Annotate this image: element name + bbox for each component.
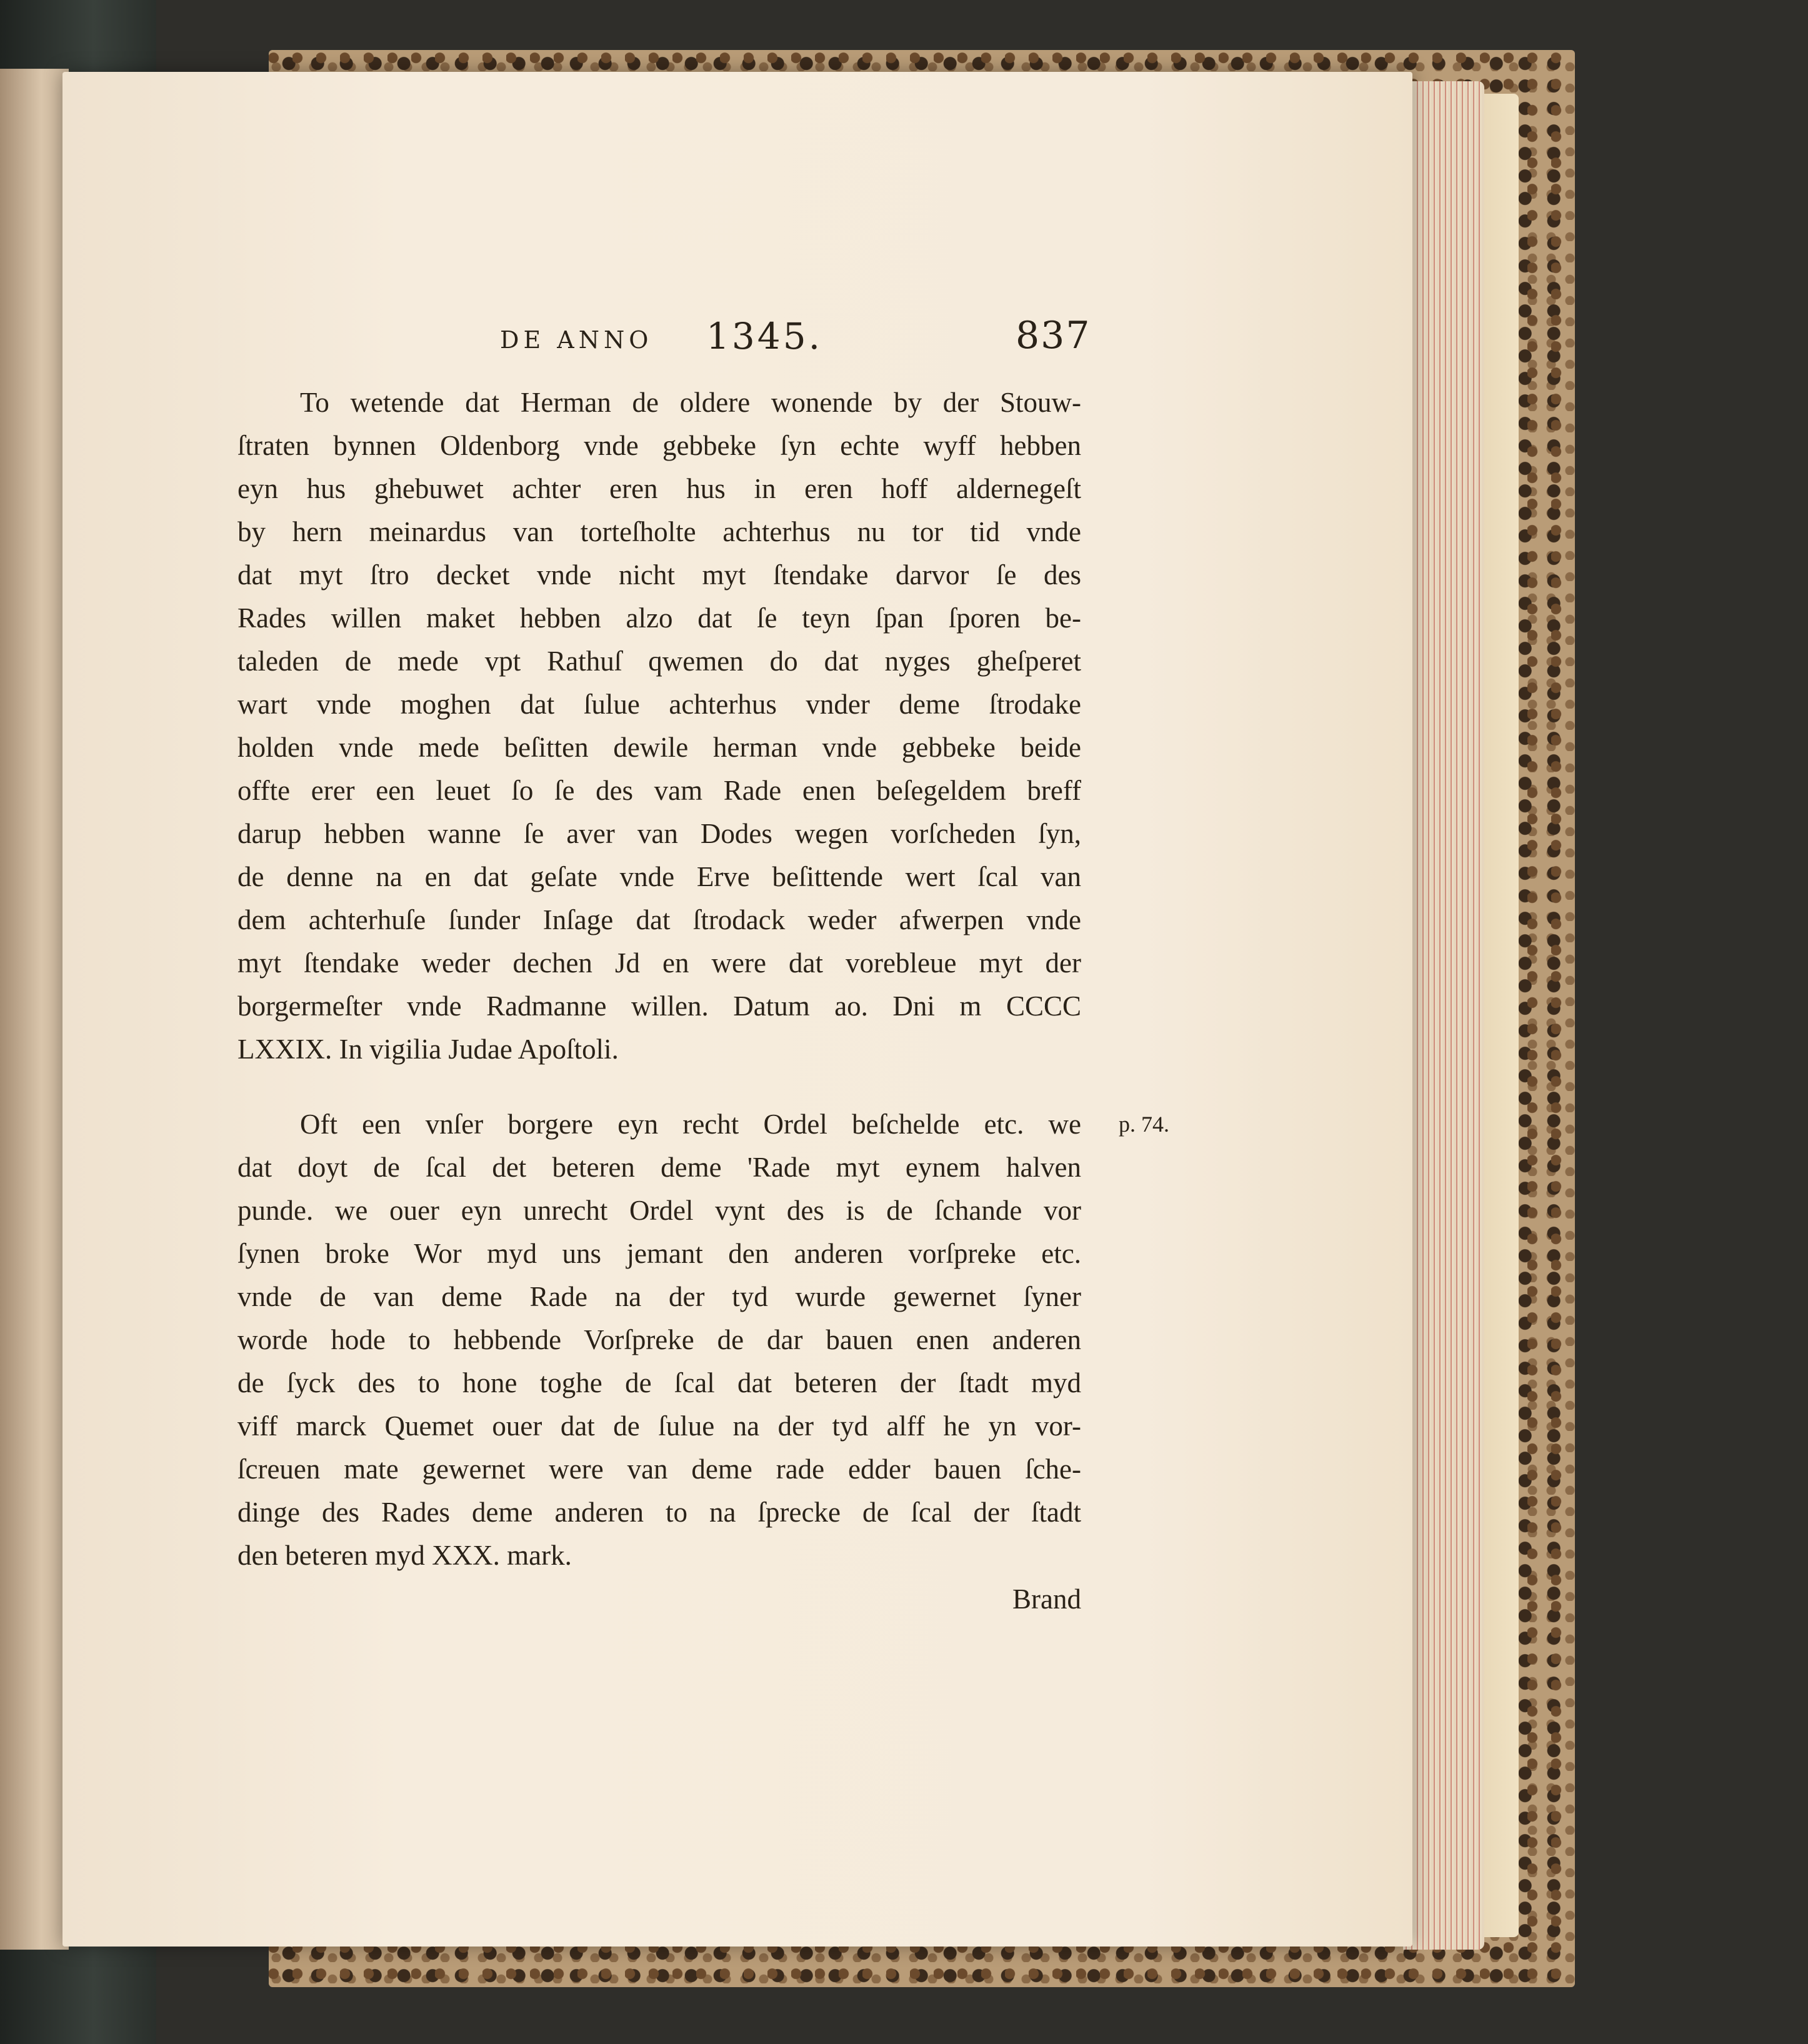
catchword: Brand xyxy=(1012,1583,1081,1615)
text-line: wart vnde moghen dat ſulue achterhus vnder deme ſtrodake xyxy=(237,689,1081,720)
margin-note: p. 74. xyxy=(1119,1112,1169,1137)
text-line: Rades willen maket hebben alzo dat ſe teyn ſpan ſporen be- xyxy=(237,602,1081,634)
text-line: dat doyt de ſcal det beteren deme 'Rade myt eynem halven xyxy=(237,1152,1081,1183)
text-line: offte erer een leuet ſo ſe des vam Rade enen beſegeldem breff xyxy=(237,775,1081,806)
text-line: ſcreuen mate gewernet were van deme rade edder bauen ſche- xyxy=(237,1453,1081,1485)
text-line: vnde de van deme Rade na der tyd wurde gewernet ſyner xyxy=(237,1281,1081,1312)
text-line: holden vnde mede beſitten dewile herman vnde gebbeke beide xyxy=(237,732,1081,763)
running-head-year: 1345. xyxy=(706,315,823,357)
text-line: de ſyck des to hone toghe de ſcal dat beteren der ſtadt myd xyxy=(237,1367,1081,1398)
text-line: taleden de mede vpt Rathuſ qwemen do dat nyges gheſperet xyxy=(237,646,1081,677)
text-line: by hern meinardus van torteſholte achterhus nu tor tid vnde xyxy=(237,516,1081,547)
text-line: myt ſtendake weder dechen Jd en were dat vorebleue myt der xyxy=(237,947,1081,979)
text-line: dem achterhuſe ſunder Inſage dat ſtrodack weder afwerpen vnde xyxy=(237,904,1081,935)
text-line: LXXIX. In vigilia Judae Apoſtoli. xyxy=(237,1034,619,1065)
page-block-edges xyxy=(1403,81,1484,1950)
text-line: worde hode to hebbende Vorſpreke de dar bauen enen anderen xyxy=(237,1324,1081,1355)
text-line: dinge des Rades deme anderen to na ſprecke de ſcal der ſtadt xyxy=(237,1497,1081,1528)
paragraph-1 xyxy=(237,381,1081,1071)
text-line: den beteren myd XXX. mark. xyxy=(237,1540,572,1571)
text-line: ſynen broke Wor myd uns jemant den anderen vorſpreke etc. xyxy=(237,1238,1081,1269)
text-line: borgermeſter vnde Radmanne willen. Datum ao. Dni m CCCC xyxy=(237,990,1081,1022)
page-number: 837 xyxy=(1016,314,1091,357)
running-head-title: DE ANNO xyxy=(500,326,653,354)
text-line: To wetende dat Herman de oldere wonende by der Stouw- xyxy=(300,387,1081,418)
text-line: eyn hus ghebuwet achter eren hus in eren hoff aldernegeſt xyxy=(237,473,1081,504)
text-line: Oft een vnſer borgere eyn recht Ordel beſchelde etc. we xyxy=(300,1109,1081,1140)
running-head xyxy=(62,312,1094,362)
paragraph-2 xyxy=(237,1103,1081,1577)
book-page xyxy=(62,72,1412,1947)
previous-page-edge xyxy=(0,69,69,1950)
text-line: ſtraten bynnen Oldenborg vnde gebbeke ſyn echte wyff hebben xyxy=(237,430,1081,461)
text-line: dat myt ſtro decket vnde nicht myt ſtendake darvor ſe des xyxy=(237,559,1081,591)
text-line: viff marck Quemet ouer dat de ſulue na der tyd alff he yn vor- xyxy=(237,1410,1081,1442)
text-line: de denne na en dat geſate vnde Erve beſittende wert ſcal van xyxy=(237,861,1081,892)
text-line: darup hebben wanne ſe aver van Dodes wegen vorſcheden ſyn, xyxy=(237,818,1081,849)
text-line: punde. we ouer eyn unrecht Ordel vynt des is de ſchande vor xyxy=(237,1195,1081,1226)
